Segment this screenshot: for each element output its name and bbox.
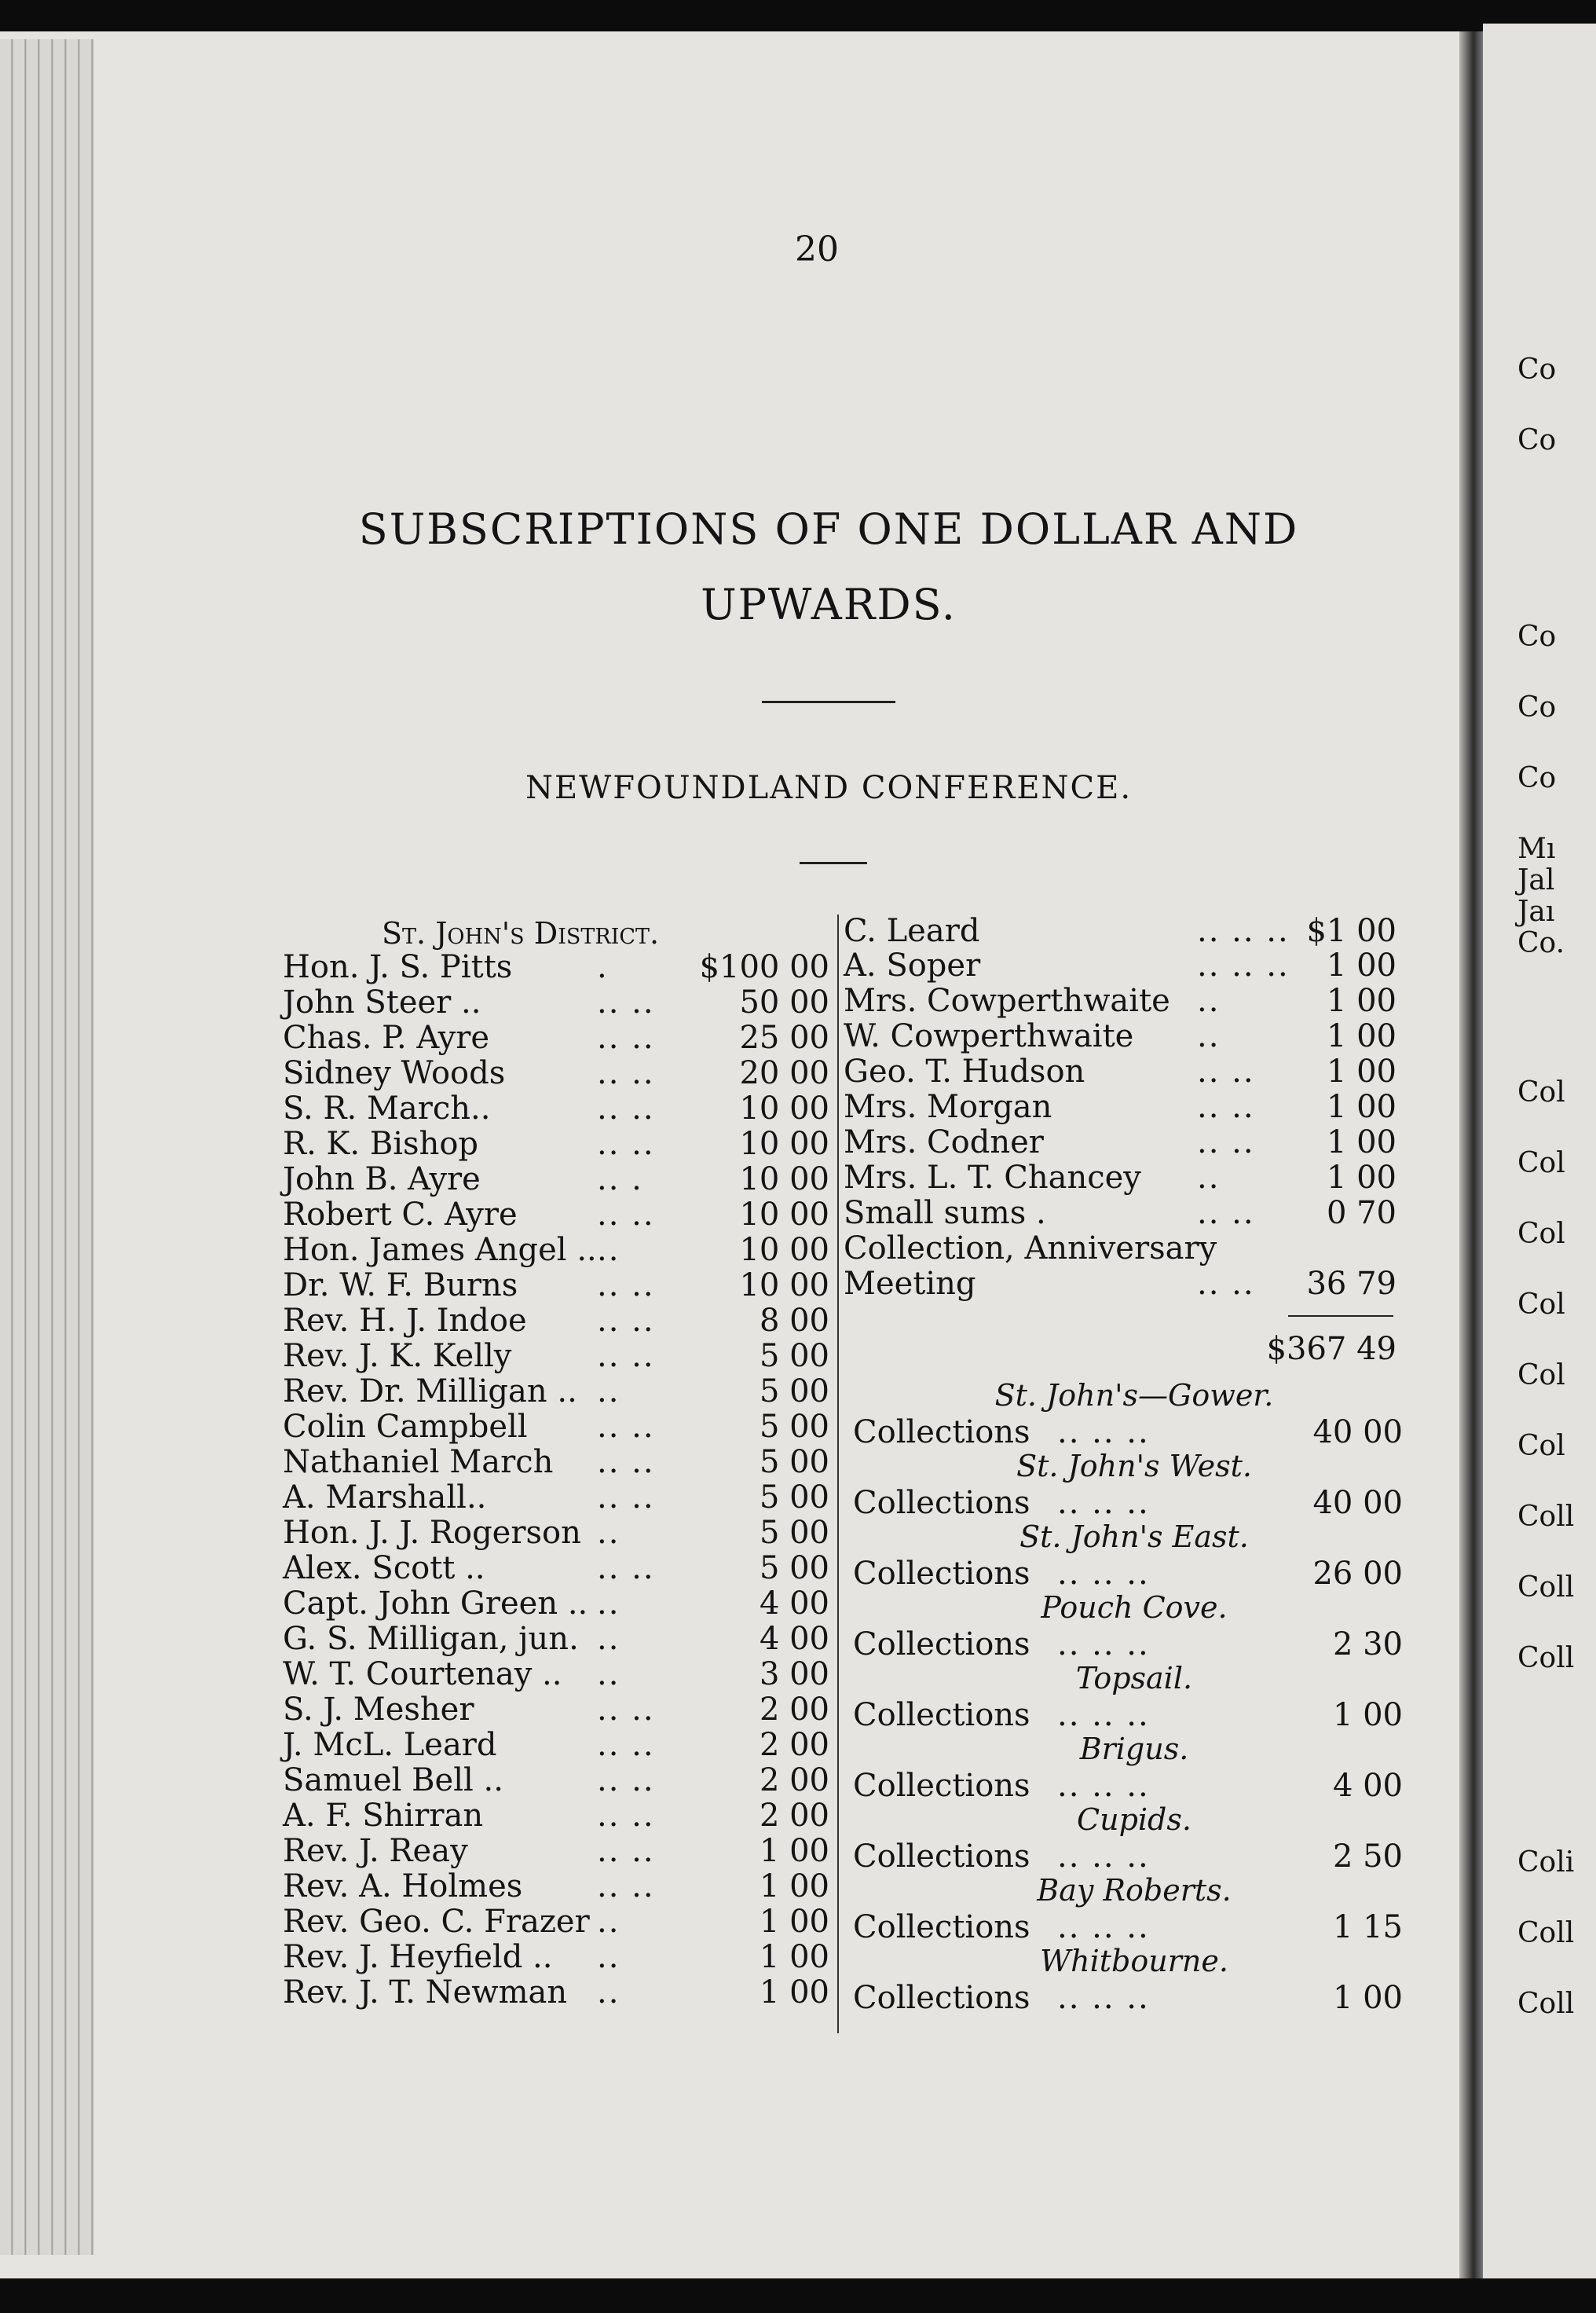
entry-dots: . — [597, 949, 609, 985]
collection-dots: .. .. .. — [1057, 1414, 1150, 1450]
entry-dots: .. .. — [597, 1303, 655, 1339]
collection-amount: 26 00 — [1312, 1556, 1403, 1592]
entry-name: Geo. T. Hudson — [844, 1054, 1085, 1090]
conference-rule — [800, 862, 867, 864]
collection-heading: St. John's West. — [1016, 1449, 1252, 1483]
entry-row — [283, 1338, 829, 1374]
entry-dots: .. — [597, 1904, 620, 1940]
facing-page-fragment: Col — [1517, 1359, 1565, 1391]
entry-dots: .. — [597, 1515, 620, 1551]
entry-dots: .. .. — [1197, 1089, 1255, 1125]
total-row — [1257, 1331, 1396, 1367]
entry-dots: .. .. — [597, 1868, 655, 1904]
collection-label: Collections — [853, 1980, 1030, 2016]
entry-dots: .. — [1197, 1018, 1221, 1054]
entry-row — [283, 1055, 829, 1091]
entry-amount: 1 00 — [1326, 1054, 1396, 1090]
title-line-1: SUBSCRIPTIONS OF ONE DOLLAR AND — [358, 504, 1299, 554]
title-rule — [762, 701, 895, 703]
entry-name: Small sums . — [844, 1195, 1046, 1231]
entry-row — [283, 1692, 829, 1728]
entry-amount: 0 70 — [1326, 1195, 1396, 1231]
entry-row — [283, 1515, 829, 1551]
entry-name: Hon. James Angel .. — [283, 1232, 597, 1268]
entry-row — [283, 1303, 829, 1339]
entry-dots: .. .. — [597, 1798, 655, 1834]
entry-row — [283, 1904, 829, 1940]
collection-amount: 1 15 — [1332, 1909, 1403, 1945]
collection-amount: 40 00 — [1312, 1414, 1403, 1450]
entry-name: A. Marshall.. — [283, 1479, 487, 1516]
entry-row — [283, 1126, 829, 1162]
facing-page-fragment: Col — [1517, 1430, 1565, 1462]
entry-amount: 36 79 — [1306, 1266, 1396, 1302]
collection-heading: St. John's—Gower. — [994, 1378, 1274, 1413]
entry-dots: .. .. — [597, 1197, 655, 1233]
entry-dots: .. .. .. — [1197, 948, 1290, 984]
entry-row — [283, 1833, 829, 1869]
facing-page-fragment: Coll — [1517, 1501, 1575, 1533]
entry-row — [844, 1124, 1396, 1160]
facing-page-fragment: Coll — [1517, 1642, 1575, 1674]
column-divider — [837, 915, 839, 2033]
entry-amount: 5 00 — [759, 1444, 829, 1480]
entry-name: Rev. J. Reay — [283, 1833, 468, 1869]
entry-amount: 1 00 — [759, 1974, 829, 2011]
conference-heading: NEWFOUNDLAND CONFERENCE. — [525, 770, 1133, 806]
entry-dots: .. .. — [597, 1126, 655, 1162]
entry-dots: .. .. — [597, 1091, 655, 1127]
entry-dots: .. .. — [597, 1550, 655, 1586]
collection-heading: Brigus. — [1079, 1732, 1189, 1766]
entry-name: Capt. John Green .. — [283, 1585, 588, 1622]
entry-name: Rev. J. T. Newman — [283, 1974, 568, 2011]
entry-name: Samuel Bell .. — [283, 1762, 503, 1798]
entry-name: Chas. P. Ayre — [283, 1020, 490, 1056]
collection-label: Collections — [853, 1768, 1030, 1804]
entry-amount: 8 00 — [759, 1303, 829, 1339]
collection-heading: Pouch Cove. — [1041, 1590, 1228, 1625]
title-line-2: UPWARDS. — [701, 580, 957, 629]
entry-dots: .. .. — [1197, 1266, 1255, 1302]
entry-name: A. F. Shirran — [283, 1798, 484, 1834]
facing-page-fragment: Co — [1517, 691, 1557, 724]
district-heading: St. John's District. — [382, 916, 660, 951]
entry-row — [283, 1232, 829, 1268]
collection-dots: .. .. .. — [1057, 1838, 1150, 1875]
entry-name: Rev. A. Holmes — [283, 1868, 523, 1904]
entry-name: J. McL. Leard — [283, 1727, 497, 1763]
entry-dots: .. .. — [597, 1479, 655, 1516]
collection-row — [853, 1980, 1403, 2016]
collection-row — [853, 1556, 1403, 1592]
facing-page-fragment: Col — [1517, 1076, 1565, 1109]
entry-amount: 2 00 — [759, 1692, 829, 1728]
collection-dots: .. .. .. — [1057, 1697, 1150, 1733]
entry-dots: .. . — [597, 1161, 643, 1197]
entry-amount: 1 00 — [1326, 1124, 1396, 1160]
entry-amount: 10 00 — [739, 1126, 829, 1162]
entry-name: A. Soper — [844, 948, 981, 984]
entry-dots: .. .. — [597, 1762, 655, 1798]
entry-dots: .. .. — [597, 1020, 655, 1056]
entry-row — [283, 949, 829, 985]
collection-label: Collections — [853, 1485, 1030, 1521]
entry-name: Alex. Scott .. — [283, 1550, 485, 1586]
collection-label: Collections — [853, 1556, 1030, 1592]
entry-row — [844, 948, 1396, 984]
collection-row — [853, 1485, 1403, 1521]
entry-name: Robert C. Ayre — [283, 1197, 518, 1233]
collection-row — [853, 1626, 1403, 1662]
page-number: 20 — [795, 229, 839, 269]
entry-name: C. Leard — [844, 913, 980, 949]
entry-name: S. J. Mesher — [283, 1692, 474, 1728]
facing-page-fragment: Coll — [1517, 1988, 1575, 2020]
entry-amount: 5 00 — [759, 1409, 829, 1445]
entry-amount: 4 00 — [759, 1585, 829, 1622]
entry-row — [283, 1798, 829, 1834]
facing-page-fragment: Co — [1517, 424, 1557, 456]
entry-row — [844, 983, 1396, 1019]
entry-amount: 5 00 — [759, 1550, 829, 1586]
entry-name: S. R. March.. — [283, 1091, 491, 1127]
collection-row — [853, 1414, 1403, 1450]
entry-amount: 2 00 — [759, 1762, 829, 1798]
entry-amount: 2 00 — [759, 1798, 829, 1834]
entry-name: John Steer .. — [283, 984, 481, 1021]
entry-name: G. S. Milligan, jun. — [283, 1621, 579, 1657]
entry-name: Colin Campbell — [283, 1409, 528, 1445]
entry-dots: .. — [597, 1656, 620, 1692]
entry-row — [844, 1018, 1396, 1054]
entry-row — [844, 1089, 1396, 1125]
collection-dots: .. .. .. — [1057, 1768, 1150, 1804]
collection-dots: .. .. .. — [1057, 1980, 1150, 2016]
entry-dots: .. .. — [597, 1727, 655, 1763]
entry-dots: .. .. — [1197, 1124, 1255, 1160]
entry-name: Rev. J. Heyfield .. — [283, 1939, 553, 1975]
entry-dots: .. — [597, 1373, 620, 1409]
facing-page-fragment: Co — [1517, 762, 1557, 794]
entry-dots: .. .. — [597, 984, 655, 1021]
entry-name: Rev. H. J. Indoe — [283, 1303, 527, 1339]
total-rule — [1288, 1315, 1393, 1317]
entry-dots: .. .. — [597, 1692, 655, 1728]
entry-name: Meeting — [844, 1266, 976, 1302]
entry-dots: .. .. — [597, 1338, 655, 1374]
entry-name: Dr. W. F. Burns — [283, 1267, 518, 1303]
entry-amount: 5 00 — [759, 1515, 829, 1551]
entry-name: Mrs. Cowperthwaite — [844, 983, 1170, 1019]
facing-page-fragment: Mı — [1517, 833, 1556, 865]
entry-dots: .. — [597, 1974, 620, 2011]
collection-dots: .. .. .. — [1057, 1909, 1150, 1945]
entry-name: R. K. Bishop — [283, 1126, 479, 1162]
collection-label: Collections — [853, 1626, 1030, 1662]
entry-name: Hon. J. S. Pitts — [283, 949, 513, 985]
entry-dots: .. .. — [597, 1833, 655, 1869]
entry-name: Mrs. Codner — [844, 1124, 1044, 1160]
entry-amount: 1 00 — [1326, 1089, 1396, 1125]
entry-name: Rev. Dr. Milligan .. — [283, 1373, 577, 1409]
entry-amount: 10 00 — [739, 1232, 829, 1268]
facing-page-fragment: Co — [1517, 354, 1557, 386]
entry-amount: 5 00 — [759, 1338, 829, 1374]
entry-dots: .. — [597, 1939, 620, 1975]
total-amount: $367 49 — [1266, 1331, 1396, 1367]
entry-name: Mrs. Morgan — [844, 1089, 1052, 1125]
collection-label: Collections — [853, 1414, 1030, 1450]
entry-amount: $1 00 — [1306, 913, 1396, 949]
facing-page-fragment: Jaı — [1517, 896, 1555, 928]
entry-dots: .. .. .. — [1197, 913, 1290, 949]
entry-amount: 3 00 — [759, 1656, 829, 1692]
entry-dots: .. — [597, 1585, 620, 1622]
collection-label: Collections — [853, 1838, 1030, 1875]
entry-row — [844, 1160, 1396, 1196]
collection-label: Collections — [853, 1909, 1030, 1945]
entry-row — [283, 1727, 829, 1763]
entry-row — [283, 1762, 829, 1798]
entry-row — [844, 1266, 1396, 1302]
entry-row — [283, 1373, 829, 1409]
entry-name: Rev. Geo. C. Frazer — [283, 1904, 590, 1940]
entry-row — [844, 1195, 1396, 1231]
entry-amount: 1 00 — [1326, 1160, 1396, 1196]
entry-row — [844, 913, 1396, 949]
entry-name: Mrs. L. T. Chancey — [844, 1160, 1141, 1196]
entry-dots: .. — [1197, 1160, 1221, 1196]
entry-dots: .. .. — [1197, 1054, 1255, 1090]
facing-page-fragment: Co — [1517, 621, 1557, 653]
facing-page-fragment: Co. — [1517, 927, 1565, 959]
entry-amount: 50 00 — [739, 984, 829, 1021]
entry-row — [283, 1939, 829, 1975]
entry-amount: 1 00 — [759, 1939, 829, 1975]
collection-amount: 40 00 — [1312, 1485, 1403, 1521]
collection-dots: .. .. .. — [1057, 1556, 1150, 1592]
entry-name: Collection, Anniversary — [844, 1230, 1217, 1266]
collection-heading: Cupids. — [1077, 1802, 1192, 1837]
entry-amount: $100 00 — [699, 949, 829, 985]
entry-amount: 1 00 — [759, 1904, 829, 1940]
entry-name: W. T. Courtenay .. — [283, 1656, 562, 1692]
collection-heading: Bay Roberts. — [1037, 1873, 1232, 1908]
entry-amount: 10 00 — [739, 1161, 829, 1197]
entry-name: Rev. J. K. Kelly — [283, 1338, 512, 1374]
facing-page-fragment: Coli — [1517, 1846, 1575, 1879]
entry-row — [283, 1444, 829, 1480]
facing-page-fragment: Col — [1517, 1288, 1565, 1321]
entry-dots: .. .. — [597, 1267, 655, 1303]
facing-page-fragment: Col — [1517, 1218, 1565, 1250]
entry-amount: 10 00 — [739, 1267, 829, 1303]
collection-heading: Topsail. — [1075, 1661, 1193, 1695]
entry-row — [283, 1091, 829, 1127]
entry-name: W. Cowperthwaite — [844, 1018, 1134, 1054]
entry-amount: 1 00 — [759, 1833, 829, 1869]
collection-heading: St. John's East. — [1019, 1519, 1249, 1554]
facing-page-fragment: Col — [1517, 1147, 1565, 1179]
entry-row — [283, 984, 829, 1021]
entry-row — [283, 1550, 829, 1586]
collection-amount: 2 30 — [1332, 1626, 1403, 1662]
entry-row — [283, 1868, 829, 1904]
entry-row — [283, 1656, 829, 1692]
collection-row — [853, 1697, 1403, 1733]
entry-dots: .. .. — [597, 1409, 655, 1445]
entry-dots: .. — [1197, 983, 1221, 1019]
entry-amount: 1 00 — [1326, 983, 1396, 1019]
collection-heading: Whitbourne. — [1040, 1944, 1228, 1978]
entry-row — [283, 1974, 829, 2011]
entry-row — [844, 1230, 1396, 1266]
entry-amount: 5 00 — [759, 1373, 829, 1409]
book-gutter — [1459, 31, 1483, 2278]
entry-dots: .. — [597, 1232, 620, 1268]
entry-row — [283, 1585, 829, 1622]
entry-amount: 20 00 — [739, 1055, 829, 1091]
collection-amount: 2 50 — [1332, 1838, 1403, 1875]
page-stack-edges — [0, 39, 94, 2255]
entry-row — [844, 1054, 1396, 1090]
entry-amount: 2 00 — [759, 1727, 829, 1763]
entry-name: John B. Ayre — [283, 1161, 481, 1197]
collection-label: Collections — [853, 1697, 1030, 1733]
collection-amount: 1 00 — [1332, 1697, 1403, 1733]
collection-dots: .. .. .. — [1057, 1626, 1150, 1662]
entry-dots: .. — [597, 1621, 620, 1657]
entry-name: Sidney Woods — [283, 1055, 506, 1091]
entry-row — [283, 1197, 829, 1233]
entry-row — [283, 1267, 829, 1303]
collection-amount: 1 00 — [1332, 1980, 1403, 2016]
entry-row — [283, 1479, 829, 1516]
entry-dots: .. .. — [1197, 1195, 1255, 1231]
entry-dots: .. .. — [597, 1444, 655, 1480]
entry-amount: 10 00 — [739, 1091, 829, 1127]
collection-amount: 4 00 — [1332, 1768, 1403, 1804]
entry-amount: 1 00 — [1326, 948, 1396, 984]
entry-amount: 1 00 — [1326, 1018, 1396, 1054]
collection-row — [853, 1768, 1403, 1804]
entry-name: Nathaniel March — [283, 1444, 554, 1480]
entry-amount: 10 00 — [739, 1197, 829, 1233]
entry-name: Hon. J. J. Rogerson — [283, 1515, 581, 1551]
entry-row — [283, 1020, 829, 1056]
entry-amount: 25 00 — [739, 1020, 829, 1056]
entry-row — [283, 1161, 829, 1197]
entry-amount: 4 00 — [759, 1621, 829, 1657]
collection-row — [853, 1909, 1403, 1945]
facing-page-fragment: Coll — [1517, 1917, 1575, 1949]
entry-row — [283, 1621, 829, 1657]
facing-page-fragment: Jal — [1517, 864, 1555, 896]
facing-page-fragment: Coll — [1517, 1571, 1575, 1604]
entry-amount: 1 00 — [759, 1868, 829, 1904]
collection-row — [853, 1838, 1403, 1875]
collection-dots: .. .. .. — [1057, 1485, 1150, 1521]
entry-row — [283, 1409, 829, 1445]
entry-dots: .. .. — [597, 1055, 655, 1091]
entry-amount: 5 00 — [759, 1479, 829, 1516]
